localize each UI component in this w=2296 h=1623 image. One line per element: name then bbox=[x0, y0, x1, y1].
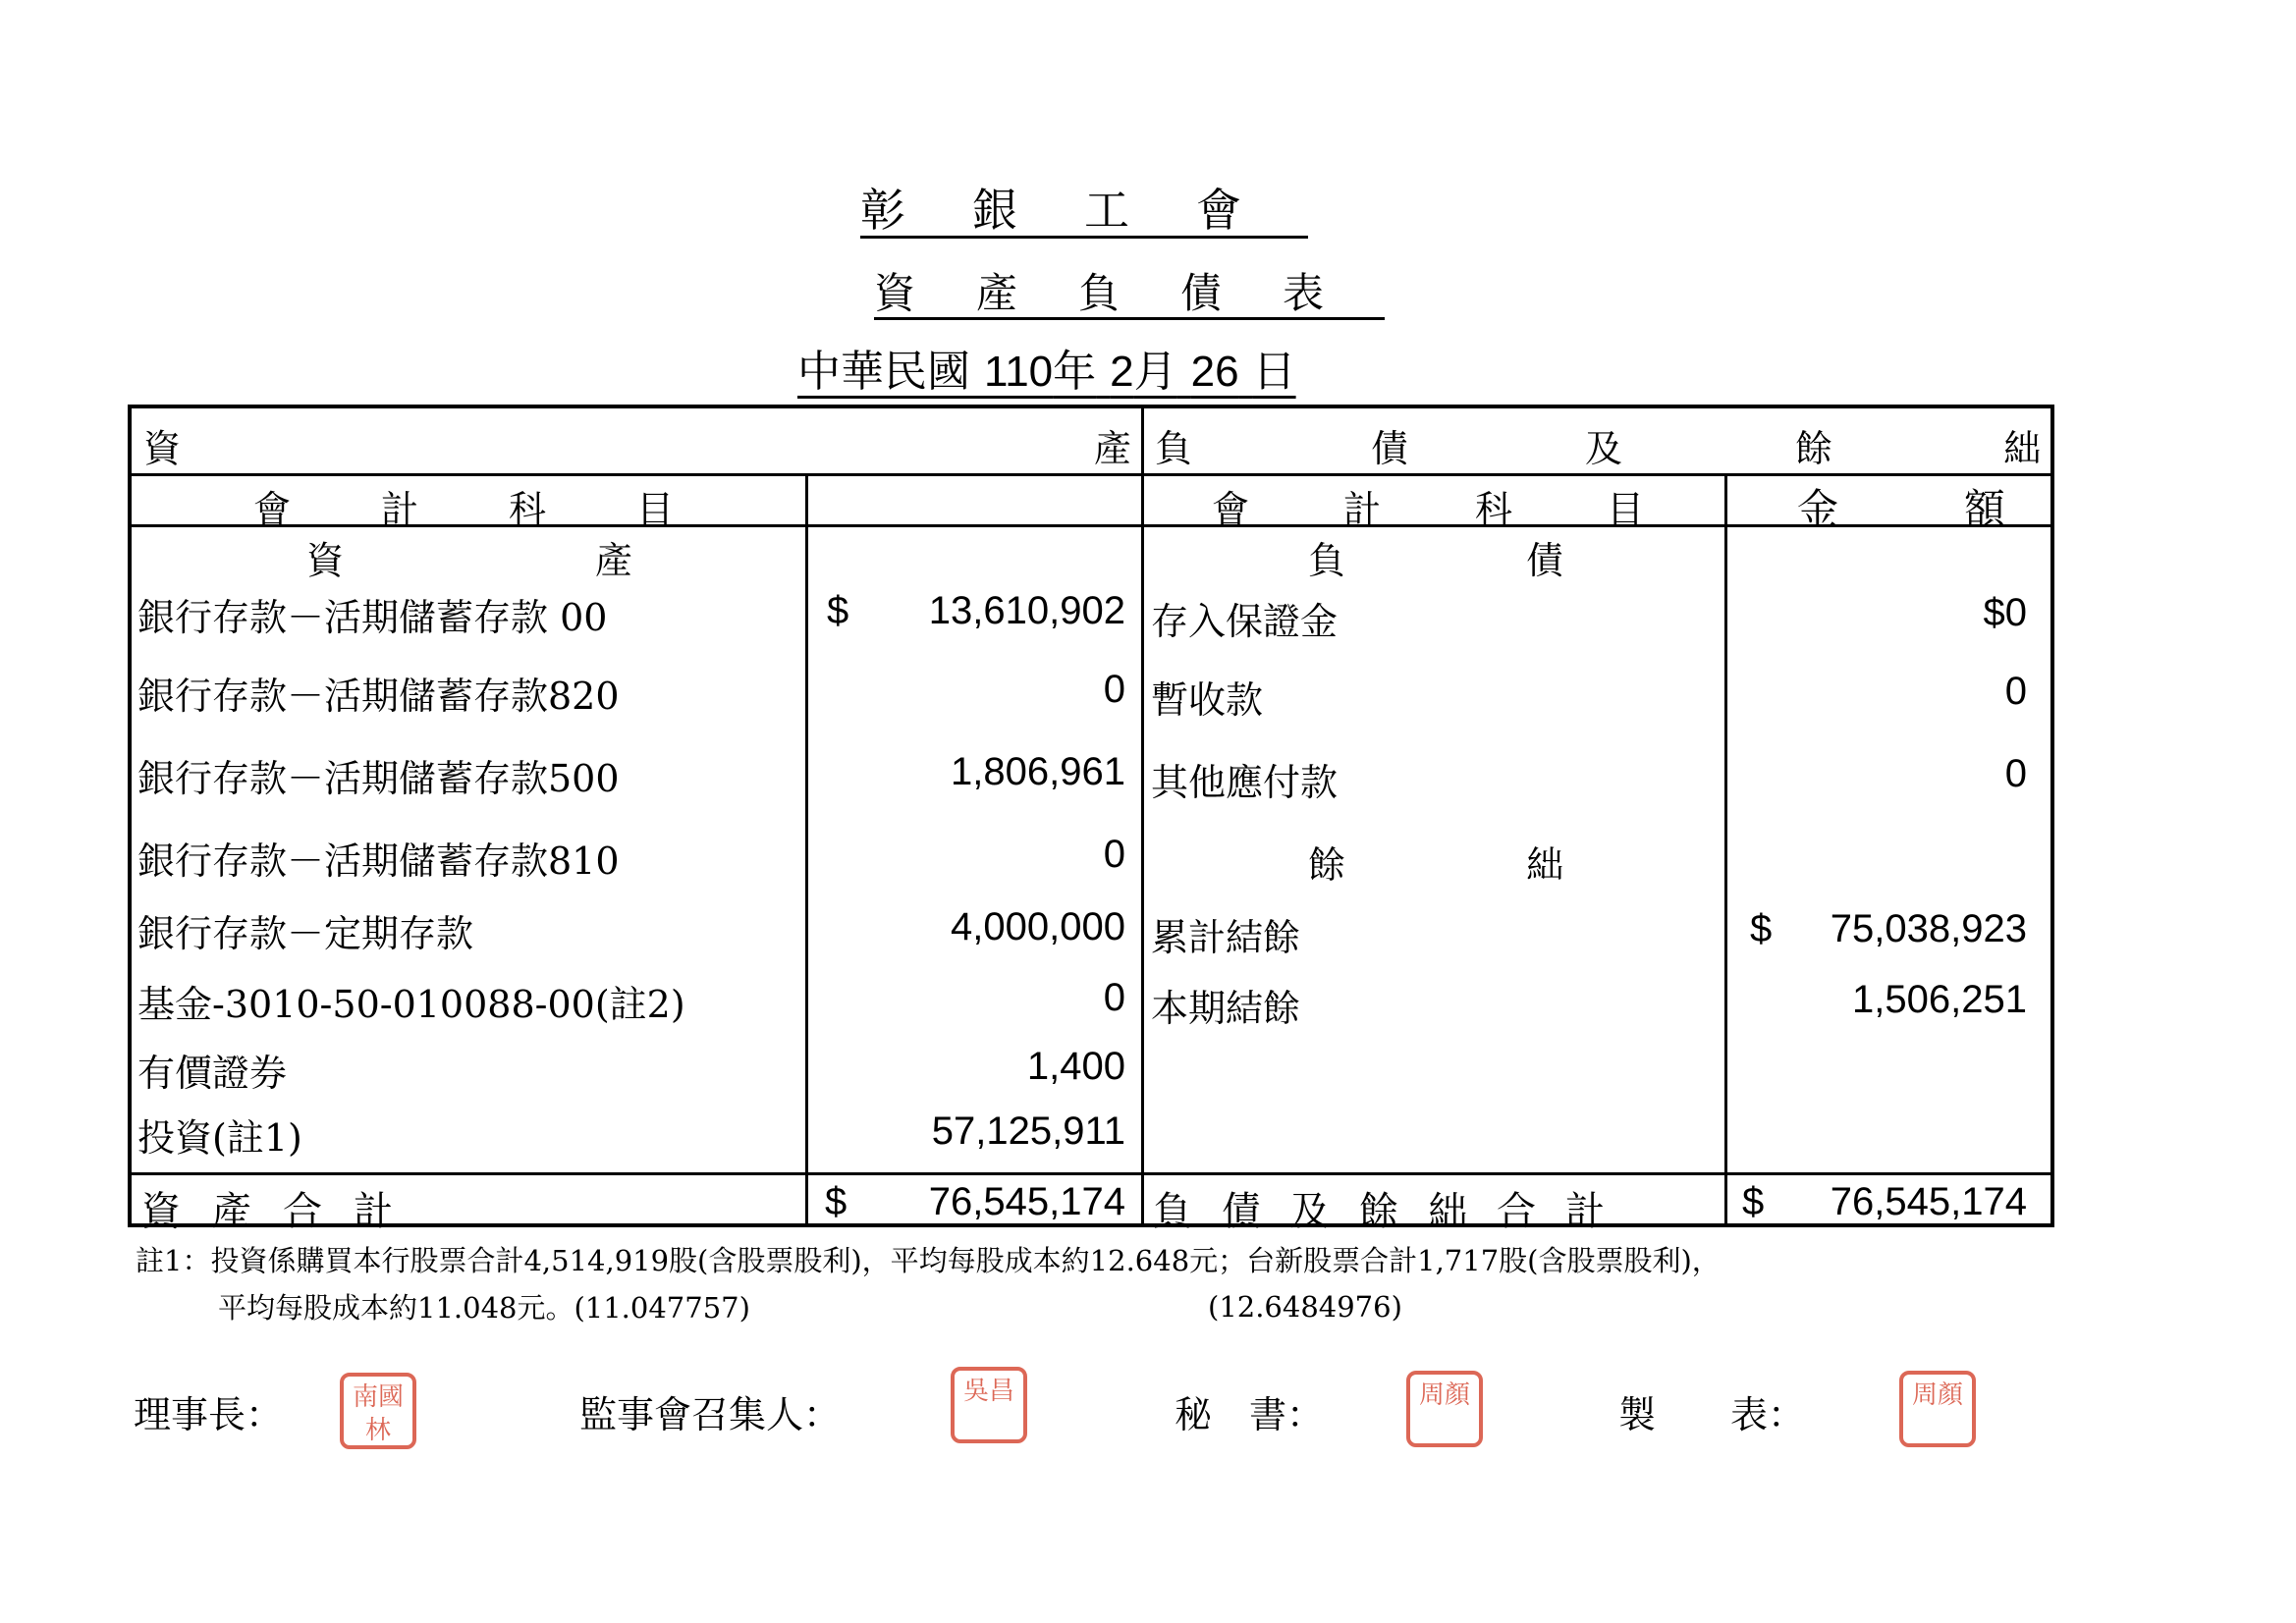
asset-name: 銀行存款－活期儲蓄存款 00 bbox=[137, 596, 608, 639]
date-month: 2 bbox=[1110, 348, 1134, 396]
asset-amount: 4,000,000 bbox=[951, 905, 1125, 948]
preparer-label: 製 表： bbox=[1618, 1393, 1806, 1436]
rule-header bbox=[132, 473, 2050, 476]
supervisor-seal-text: 吳昌 bbox=[962, 1377, 1014, 1406]
surplus-amount: 1,506,251 bbox=[1852, 978, 2027, 1021]
liability-amount: 0 bbox=[2004, 670, 2027, 713]
preparer-seal bbox=[1899, 1371, 1976, 1447]
asset-amount: 1,400 bbox=[1026, 1045, 1125, 1088]
asset-name: 銀行存款－活期儲蓄存款810 bbox=[137, 839, 620, 883]
header-liab-3: 及 bbox=[1585, 427, 1623, 470]
supervisor-label: 監事會召集人： bbox=[579, 1393, 842, 1436]
liability-amount: 0 bbox=[2004, 752, 2027, 795]
header-liab-2: 債 bbox=[1371, 427, 1409, 470]
organization-title: 彰銀工會 bbox=[860, 184, 1308, 237]
total-assets-currency: $ bbox=[825, 1180, 847, 1223]
surplus-currency: $ bbox=[1750, 907, 1773, 950]
col-account-right: 會計科目 bbox=[1212, 488, 1739, 531]
date-day-unit: 日 bbox=[1252, 347, 1296, 397]
rule-col1 bbox=[805, 473, 808, 1223]
asset-name: 銀行存款－定期存款 bbox=[137, 912, 474, 955]
balance-sheet-table bbox=[128, 405, 2132, 1234]
liability-amount: $0 bbox=[1983, 591, 2027, 634]
asset-name: 投資(註1) bbox=[137, 1116, 302, 1160]
header-assets-left: 資 bbox=[143, 427, 182, 470]
asset-amount: 0 bbox=[1103, 668, 1125, 711]
surplus-name: 本期結餘 bbox=[1151, 987, 1301, 1030]
note-1-extra: (12.6484976) bbox=[1208, 1290, 1402, 1324]
liability-name: 其他應付款 bbox=[1151, 761, 1339, 804]
header-assets-right: 產 bbox=[1094, 427, 1132, 470]
surplus-amount: 75,038,923 bbox=[1830, 907, 2027, 950]
report-title: 資產負債表 bbox=[874, 269, 1386, 317]
asset-amount: 13,610,902 bbox=[928, 589, 1125, 632]
section-liab-1: 負 bbox=[1308, 539, 1346, 582]
header-liab-1: 負 bbox=[1155, 427, 1193, 470]
total-liab-amount: 76,545,174 bbox=[1830, 1180, 2027, 1223]
liability-name: 存入保證金 bbox=[1151, 600, 1339, 643]
asset-name: 銀行存款－活期儲蓄存款500 bbox=[137, 757, 620, 800]
chairman-label: 理事長： bbox=[134, 1393, 284, 1436]
report-date bbox=[797, 336, 1296, 399]
chairman-seal-text: 南國林 bbox=[352, 1382, 404, 1445]
secretary-label: 秘 書： bbox=[1175, 1393, 1325, 1436]
date-year-unit: 年 bbox=[1053, 347, 1097, 397]
date-year: 110 bbox=[984, 348, 1054, 396]
section-assets-1: 資 bbox=[306, 539, 345, 582]
secretary-seal-text: 周顏 bbox=[1418, 1380, 1470, 1410]
rule-col2 bbox=[1141, 408, 1144, 1223]
section-assets-2: 產 bbox=[595, 539, 633, 582]
header-liab-5: 絀 bbox=[2003, 427, 2042, 470]
section-liab-2: 債 bbox=[1526, 539, 1564, 582]
asset-amount: 0 bbox=[1103, 976, 1125, 1019]
secretary-seal bbox=[1406, 1371, 1483, 1447]
chairman-seal bbox=[340, 1373, 416, 1449]
date-prefix: 中華民國 bbox=[797, 347, 970, 397]
col-amount-right: 金額 bbox=[1797, 485, 2132, 533]
section-surplus-1: 餘 bbox=[1308, 843, 1346, 887]
rule-total bbox=[132, 1172, 2050, 1175]
asset-amount: 57,125,911 bbox=[931, 1109, 1125, 1153]
asset-name: 銀行存款－活期儲蓄存款820 bbox=[137, 675, 620, 718]
liability-name: 暫收款 bbox=[1151, 678, 1264, 722]
total-assets-label: 資產合計 bbox=[141, 1189, 424, 1234]
asset-name: 基金-3010-50-010088-00(註2) bbox=[137, 983, 685, 1026]
note-1-line-2: 平均每股成本約11.048元。(11.047757) bbox=[218, 1291, 750, 1325]
asset-amount: 1,806,961 bbox=[951, 750, 1125, 793]
section-surplus-2: 絀 bbox=[1526, 843, 1564, 887]
total-liab-currency: $ bbox=[1742, 1180, 1765, 1223]
asset-name: 有價證券 bbox=[137, 1052, 288, 1095]
preparer-seal-text: 周顏 bbox=[1911, 1380, 1963, 1410]
total-liab-label: 負債及餘絀合計 bbox=[1153, 1189, 1634, 1234]
asset-currency: $ bbox=[827, 589, 849, 632]
total-assets-amount: 76,545,174 bbox=[928, 1180, 1125, 1223]
col-account-left: 會計科目 bbox=[253, 488, 765, 531]
supervisor-seal bbox=[951, 1367, 1027, 1443]
header-liab-4: 餘 bbox=[1795, 427, 1833, 470]
rule-col3 bbox=[1724, 473, 1727, 1223]
date-day: 26 bbox=[1190, 348, 1239, 396]
surplus-name: 累計結餘 bbox=[1151, 916, 1301, 959]
note-1-line-1: 註1：投資係購買本行股票合計4,514,919股(含股票股利)，平均每股成本約12.648元；台新股票合計1,717股(含股票股利)， bbox=[136, 1244, 1721, 1277]
date-month-unit: 月 bbox=[1133, 347, 1177, 397]
asset-amount: 0 bbox=[1103, 833, 1125, 876]
